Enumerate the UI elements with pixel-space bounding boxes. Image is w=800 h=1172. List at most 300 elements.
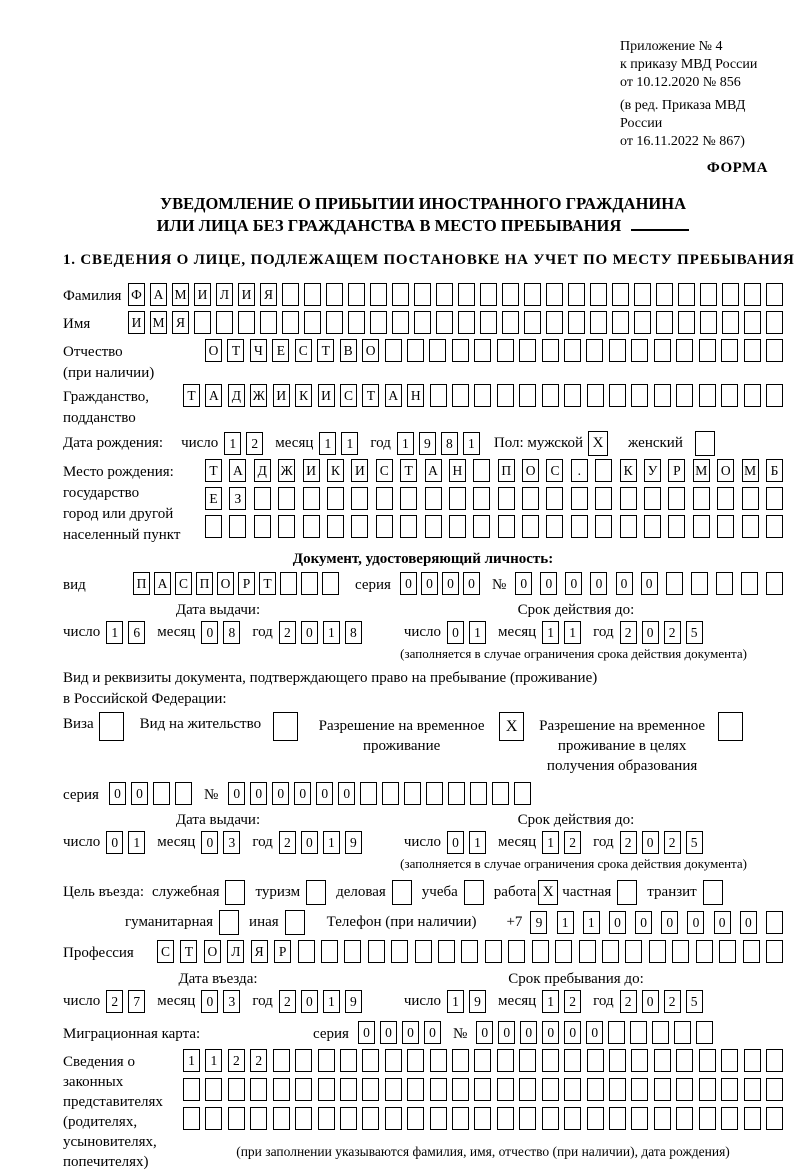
profession-cell[interactable] bbox=[625, 940, 642, 963]
birth-year-cell[interactable]: 1 bbox=[463, 432, 480, 455]
migration-series-cell[interactable]: 0 bbox=[380, 1021, 397, 1044]
permit-number-cell[interactable] bbox=[492, 782, 509, 805]
doc-number-cell[interactable]: 0 bbox=[616, 572, 633, 595]
patronymic-cell[interactable] bbox=[586, 339, 603, 362]
birthplace-row2-cell[interactable] bbox=[376, 487, 393, 510]
profession-cell[interactable] bbox=[555, 940, 572, 963]
passport-valid-year-cell[interactable]: 2 bbox=[620, 621, 637, 644]
doc-number-cell[interactable]: 0 bbox=[641, 572, 658, 595]
representatives-row1-cell[interactable] bbox=[564, 1049, 581, 1072]
representatives-row1-cell[interactable] bbox=[744, 1049, 761, 1072]
visa-cell[interactable] bbox=[99, 712, 124, 741]
surname-cell[interactable] bbox=[502, 283, 519, 306]
passport-valid-day-cell[interactable]: 1 bbox=[469, 621, 486, 644]
doc-type-cell[interactable]: О bbox=[217, 572, 234, 595]
representatives-row2-cell[interactable] bbox=[631, 1078, 648, 1101]
birthplace-row2-cell[interactable] bbox=[766, 487, 783, 510]
birthplace-row1-cell[interactable]: М bbox=[693, 459, 710, 482]
given-name-cell[interactable] bbox=[590, 311, 607, 334]
stay-day-cell[interactable]: 1 bbox=[447, 990, 464, 1013]
representatives-row1-cell[interactable] bbox=[340, 1049, 357, 1072]
profession-cell[interactable] bbox=[368, 940, 385, 963]
birthplace-row3-cell[interactable] bbox=[327, 515, 344, 538]
representatives-row3-cell[interactable] bbox=[318, 1107, 335, 1130]
citizenship-cell[interactable] bbox=[631, 384, 648, 407]
birthplace-row3-cell[interactable] bbox=[595, 515, 612, 538]
permit-number-cell[interactable]: 0 bbox=[338, 782, 355, 805]
profession-cell[interactable]: Т bbox=[180, 940, 197, 963]
migration-number-cell[interactable] bbox=[630, 1021, 647, 1044]
representatives-row2-cell[interactable] bbox=[273, 1078, 290, 1101]
birthplace-row2-cell[interactable] bbox=[254, 487, 271, 510]
representatives-row3-cell[interactable] bbox=[721, 1107, 738, 1130]
purpose-business-cell[interactable] bbox=[392, 880, 412, 905]
birthplace-row3-cell[interactable] bbox=[449, 515, 466, 538]
profession-cell[interactable] bbox=[344, 940, 361, 963]
given-name-cell[interactable]: И bbox=[128, 311, 145, 334]
representatives-row2-cell[interactable] bbox=[250, 1078, 267, 1101]
birthplace-row3-cell[interactable] bbox=[766, 515, 783, 538]
birth-year-cell[interactable]: 1 bbox=[397, 432, 414, 455]
representatives-row2-cell[interactable] bbox=[205, 1078, 222, 1101]
citizenship-cell[interactable] bbox=[519, 384, 536, 407]
patronymic-cell[interactable] bbox=[564, 339, 581, 362]
birthplace-row1-cell[interactable]: . bbox=[571, 459, 588, 482]
birthplace-row3-cell[interactable] bbox=[473, 515, 490, 538]
patronymic-cell[interactable] bbox=[429, 339, 446, 362]
residence-permit-cell[interactable] bbox=[273, 712, 298, 741]
representatives-row2-cell[interactable] bbox=[183, 1078, 200, 1101]
passport-valid-month-cell[interactable]: 1 bbox=[564, 621, 581, 644]
surname-cell[interactable] bbox=[436, 283, 453, 306]
profession-cell[interactable] bbox=[321, 940, 338, 963]
passport-issue-month-cell[interactable]: 0 bbox=[201, 621, 218, 644]
profession-cell[interactable] bbox=[579, 940, 596, 963]
surname-cell[interactable] bbox=[722, 283, 739, 306]
representatives-row2-cell[interactable] bbox=[519, 1078, 536, 1101]
birthplace-row1-cell[interactable]: К bbox=[327, 459, 344, 482]
given-name-cell[interactable] bbox=[458, 311, 475, 334]
citizenship-cell[interactable] bbox=[609, 384, 626, 407]
representatives-row3-cell[interactable] bbox=[362, 1107, 379, 1130]
phone-cell[interactable]: 0 bbox=[714, 911, 731, 934]
permit-issue-year-cell[interactable]: 9 bbox=[345, 831, 362, 854]
representatives-row2-cell[interactable] bbox=[318, 1078, 335, 1101]
representatives-row3-cell[interactable] bbox=[699, 1107, 716, 1130]
phone-cell[interactable]: 1 bbox=[557, 911, 574, 934]
profession-cell[interactable] bbox=[672, 940, 689, 963]
birthplace-row1-cell[interactable]: Т bbox=[400, 459, 417, 482]
birthplace-row1-cell[interactable]: Д bbox=[254, 459, 271, 482]
birthplace-row1-cell[interactable]: И bbox=[303, 459, 320, 482]
representatives-row3-cell[interactable] bbox=[183, 1107, 200, 1130]
migration-number-cell[interactable]: 0 bbox=[586, 1021, 603, 1044]
surname-cell[interactable]: И bbox=[238, 283, 255, 306]
profession-cell[interactable] bbox=[719, 940, 736, 963]
profession-cell[interactable] bbox=[649, 940, 666, 963]
citizenship-cell[interactable] bbox=[744, 384, 761, 407]
passport-valid-year-cell[interactable]: 2 bbox=[664, 621, 681, 644]
passport-issue-year-cell[interactable]: 0 bbox=[301, 621, 318, 644]
patronymic-cell[interactable] bbox=[497, 339, 514, 362]
birthplace-row2-cell[interactable] bbox=[400, 487, 417, 510]
passport-issue-month-cell[interactable]: 8 bbox=[223, 621, 240, 644]
given-name-cell[interactable] bbox=[238, 311, 255, 334]
doc-number-cell[interactable] bbox=[691, 572, 708, 595]
stay-year-cell[interactable]: 5 bbox=[686, 990, 703, 1013]
birthplace-row2-cell[interactable]: З bbox=[229, 487, 246, 510]
purpose-transit-cell[interactable] bbox=[703, 880, 723, 905]
permit-valid-month-cell[interactable]: 2 bbox=[564, 831, 581, 854]
representatives-row1-cell[interactable] bbox=[699, 1049, 716, 1072]
entry-year-cell[interactable]: 2 bbox=[279, 990, 296, 1013]
representatives-row3-cell[interactable] bbox=[273, 1107, 290, 1130]
birthplace-row1-cell[interactable]: Р bbox=[668, 459, 685, 482]
citizenship-cell[interactable]: И bbox=[318, 384, 335, 407]
representatives-row1-cell[interactable] bbox=[273, 1049, 290, 1072]
entry-year-cell[interactable]: 0 bbox=[301, 990, 318, 1013]
birthplace-row1-cell[interactable]: О bbox=[717, 459, 734, 482]
surname-cell[interactable] bbox=[546, 283, 563, 306]
migration-number-cell[interactable] bbox=[652, 1021, 669, 1044]
phone-cell[interactable]: 0 bbox=[687, 911, 704, 934]
title-blank[interactable] bbox=[631, 215, 689, 231]
doc-number-cell[interactable] bbox=[741, 572, 758, 595]
birthplace-row3-cell[interactable] bbox=[522, 515, 539, 538]
surname-cell[interactable] bbox=[612, 283, 629, 306]
birthplace-row3-cell[interactable] bbox=[742, 515, 759, 538]
birthplace-row3-cell[interactable] bbox=[205, 515, 222, 538]
birthplace-row2-cell[interactable]: Е bbox=[205, 487, 222, 510]
citizenship-cell[interactable] bbox=[766, 384, 783, 407]
representatives-row3-cell[interactable] bbox=[542, 1107, 559, 1130]
birth-month-cell[interactable]: 1 bbox=[341, 432, 358, 455]
stay-day-cell[interactable]: 9 bbox=[469, 990, 486, 1013]
birthplace-row1-cell[interactable]: К bbox=[620, 459, 637, 482]
given-name-cell[interactable] bbox=[282, 311, 299, 334]
doc-series-cell[interactable]: 0 bbox=[421, 572, 438, 595]
representatives-row2-cell[interactable] bbox=[609, 1078, 626, 1101]
doc-type-cell[interactable]: А bbox=[154, 572, 171, 595]
phone-cell[interactable]: 0 bbox=[609, 911, 626, 934]
birth-month-cell[interactable]: 1 bbox=[319, 432, 336, 455]
given-name-cell[interactable] bbox=[656, 311, 673, 334]
representatives-row3-cell[interactable] bbox=[452, 1107, 469, 1130]
birth-year-cell[interactable]: 9 bbox=[419, 432, 436, 455]
doc-type-cell[interactable]: П bbox=[196, 572, 213, 595]
citizenship-cell[interactable] bbox=[654, 384, 671, 407]
permit-issue-year-cell[interactable]: 1 bbox=[323, 831, 340, 854]
stay-year-cell[interactable]: 2 bbox=[620, 990, 637, 1013]
purpose-humanitarian-cell[interactable] bbox=[219, 910, 239, 935]
patronymic-cell[interactable] bbox=[609, 339, 626, 362]
representatives-row3-cell[interactable] bbox=[295, 1107, 312, 1130]
surname-cell[interactable] bbox=[458, 283, 475, 306]
profession-cell[interactable] bbox=[485, 940, 502, 963]
representatives-row3-cell[interactable] bbox=[497, 1107, 514, 1130]
permit-issue-month-cell[interactable]: 0 bbox=[201, 831, 218, 854]
temp-permit-cell[interactable]: X bbox=[499, 712, 524, 741]
given-name-cell[interactable] bbox=[678, 311, 695, 334]
citizenship-cell[interactable] bbox=[497, 384, 514, 407]
birthplace-row3-cell[interactable] bbox=[498, 515, 515, 538]
patronymic-cell[interactable]: Т bbox=[227, 339, 244, 362]
doc-type-cell[interactable]: С bbox=[175, 572, 192, 595]
citizenship-cell[interactable]: С bbox=[340, 384, 357, 407]
migration-number-cell[interactable] bbox=[674, 1021, 691, 1044]
representatives-row3-cell[interactable] bbox=[654, 1107, 671, 1130]
surname-cell[interactable] bbox=[348, 283, 365, 306]
purpose-tourism-cell[interactable] bbox=[306, 880, 326, 905]
representatives-row3-cell[interactable] bbox=[474, 1107, 491, 1130]
representatives-row1-cell[interactable] bbox=[676, 1049, 693, 1072]
permit-number-cell[interactable] bbox=[404, 782, 421, 805]
given-name-cell[interactable] bbox=[612, 311, 629, 334]
stay-year-cell[interactable]: 2 bbox=[664, 990, 681, 1013]
permit-valid-year-cell[interactable]: 2 bbox=[620, 831, 637, 854]
passport-valid-year-cell[interactable]: 0 bbox=[642, 621, 659, 644]
representatives-row1-cell[interactable] bbox=[609, 1049, 626, 1072]
citizenship-cell[interactable] bbox=[699, 384, 716, 407]
given-name-cell[interactable] bbox=[722, 311, 739, 334]
citizenship-cell[interactable] bbox=[430, 384, 447, 407]
permit-number-cell[interactable] bbox=[448, 782, 465, 805]
permit-number-cell[interactable]: 0 bbox=[228, 782, 245, 805]
surname-cell[interactable] bbox=[414, 283, 431, 306]
representatives-row1-cell[interactable] bbox=[295, 1049, 312, 1072]
entry-month-cell[interactable]: 3 bbox=[223, 990, 240, 1013]
birthplace-row2-cell[interactable] bbox=[742, 487, 759, 510]
sex-female-cell[interactable] bbox=[695, 431, 715, 456]
migration-number-cell[interactable]: 0 bbox=[498, 1021, 515, 1044]
doc-type-cell[interactable] bbox=[301, 572, 318, 595]
profession-cell[interactable]: Р bbox=[274, 940, 291, 963]
permit-valid-day-cell[interactable]: 1 bbox=[469, 831, 486, 854]
birthplace-row3-cell[interactable] bbox=[376, 515, 393, 538]
permit-issue-year-cell[interactable]: 0 bbox=[301, 831, 318, 854]
citizenship-cell[interactable]: Ж bbox=[250, 384, 267, 407]
representatives-row1-cell[interactable] bbox=[385, 1049, 402, 1072]
passport-issue-day-cell[interactable]: 1 bbox=[106, 621, 123, 644]
birth-year-cell[interactable]: 8 bbox=[441, 432, 458, 455]
birthplace-row3-cell[interactable] bbox=[620, 515, 637, 538]
representatives-row3-cell[interactable] bbox=[385, 1107, 402, 1130]
profession-cell[interactable] bbox=[766, 940, 783, 963]
citizenship-cell[interactable]: Т bbox=[362, 384, 379, 407]
surname-cell[interactable] bbox=[370, 283, 387, 306]
representatives-row3-cell[interactable] bbox=[250, 1107, 267, 1130]
given-name-cell[interactable] bbox=[744, 311, 761, 334]
given-name-cell[interactable] bbox=[326, 311, 343, 334]
surname-cell[interactable] bbox=[392, 283, 409, 306]
representatives-row3-cell[interactable] bbox=[205, 1107, 222, 1130]
migration-series-cell[interactable]: 0 bbox=[424, 1021, 441, 1044]
permit-valid-day-cell[interactable]: 0 bbox=[447, 831, 464, 854]
citizenship-cell[interactable] bbox=[474, 384, 491, 407]
birth-day-cell[interactable]: 2 bbox=[246, 432, 263, 455]
birthplace-row2-cell[interactable] bbox=[717, 487, 734, 510]
phone-cell[interactable]: 0 bbox=[661, 911, 678, 934]
doc-series-cell[interactable]: 0 bbox=[463, 572, 480, 595]
purpose-work-cell[interactable]: X bbox=[538, 880, 558, 905]
purpose-other-cell[interactable] bbox=[285, 910, 305, 935]
patronymic-cell[interactable] bbox=[474, 339, 491, 362]
patronymic-cell[interactable] bbox=[542, 339, 559, 362]
entry-day-cell[interactable]: 2 bbox=[106, 990, 123, 1013]
given-name-cell[interactable] bbox=[480, 311, 497, 334]
representatives-row3-cell[interactable] bbox=[744, 1107, 761, 1130]
representatives-row2-cell[interactable] bbox=[654, 1078, 671, 1101]
patronymic-cell[interactable]: Е bbox=[272, 339, 289, 362]
profession-cell[interactable]: Я bbox=[251, 940, 268, 963]
temp-edu-cell[interactable] bbox=[718, 712, 743, 741]
doc-number-cell[interactable]: 0 bbox=[540, 572, 557, 595]
profession-cell[interactable]: Л bbox=[227, 940, 244, 963]
birthplace-row1-cell[interactable]: Н bbox=[449, 459, 466, 482]
birthplace-row2-cell[interactable] bbox=[522, 487, 539, 510]
representatives-row1-cell[interactable] bbox=[362, 1049, 379, 1072]
doc-number-cell[interactable]: 0 bbox=[565, 572, 582, 595]
birthplace-row1-cell[interactable]: И bbox=[351, 459, 368, 482]
given-name-cell[interactable]: Я bbox=[172, 311, 189, 334]
representatives-row2-cell[interactable] bbox=[362, 1078, 379, 1101]
birthplace-row2-cell[interactable] bbox=[571, 487, 588, 510]
birthplace-row3-cell[interactable] bbox=[278, 515, 295, 538]
patronymic-cell[interactable]: С bbox=[295, 339, 312, 362]
permit-series-cell[interactable] bbox=[175, 782, 192, 805]
patronymic-cell[interactable]: В bbox=[340, 339, 357, 362]
citizenship-cell[interactable] bbox=[676, 384, 693, 407]
birthplace-row2-cell[interactable] bbox=[351, 487, 368, 510]
representatives-row1-cell[interactable] bbox=[766, 1049, 783, 1072]
purpose-official-cell[interactable] bbox=[225, 880, 245, 905]
stay-month-cell[interactable]: 2 bbox=[564, 990, 581, 1013]
surname-cell[interactable] bbox=[766, 283, 783, 306]
surname-cell[interactable] bbox=[678, 283, 695, 306]
passport-issue-year-cell[interactable]: 8 bbox=[345, 621, 362, 644]
birthplace-row3-cell[interactable] bbox=[254, 515, 271, 538]
citizenship-cell[interactable]: Н bbox=[407, 384, 424, 407]
citizenship-cell[interactable]: А bbox=[385, 384, 402, 407]
doc-number-cell[interactable] bbox=[766, 572, 783, 595]
representatives-row1-cell[interactable] bbox=[318, 1049, 335, 1072]
doc-number-cell[interactable] bbox=[666, 572, 683, 595]
representatives-row1-cell[interactable] bbox=[452, 1049, 469, 1072]
given-name-cell[interactable] bbox=[216, 311, 233, 334]
entry-month-cell[interactable]: 0 bbox=[201, 990, 218, 1013]
doc-number-cell[interactable]: 0 bbox=[590, 572, 607, 595]
patronymic-cell[interactable] bbox=[654, 339, 671, 362]
migration-number-cell[interactable]: 0 bbox=[520, 1021, 537, 1044]
representatives-row2-cell[interactable] bbox=[587, 1078, 604, 1101]
representatives-row3-cell[interactable] bbox=[766, 1107, 783, 1130]
representatives-row3-cell[interactable] bbox=[631, 1107, 648, 1130]
surname-cell[interactable] bbox=[568, 283, 585, 306]
stay-year-cell[interactable]: 0 bbox=[642, 990, 659, 1013]
given-name-cell[interactable] bbox=[370, 311, 387, 334]
representatives-row3-cell[interactable] bbox=[609, 1107, 626, 1130]
representatives-row3-cell[interactable] bbox=[564, 1107, 581, 1130]
birthplace-row2-cell[interactable] bbox=[278, 487, 295, 510]
sex-male-cell[interactable]: X bbox=[588, 431, 608, 456]
migration-number-cell[interactable]: 0 bbox=[564, 1021, 581, 1044]
doc-type-cell[interactable]: Р bbox=[238, 572, 255, 595]
citizenship-cell[interactable]: А bbox=[205, 384, 222, 407]
given-name-cell[interactable] bbox=[260, 311, 277, 334]
representatives-row3-cell[interactable] bbox=[228, 1107, 245, 1130]
passport-issue-year-cell[interactable]: 1 bbox=[323, 621, 340, 644]
surname-cell[interactable] bbox=[590, 283, 607, 306]
birthplace-row3-cell[interactable] bbox=[668, 515, 685, 538]
representatives-row2-cell[interactable] bbox=[721, 1078, 738, 1101]
profession-cell[interactable] bbox=[298, 940, 315, 963]
migration-number-cell[interactable] bbox=[608, 1021, 625, 1044]
citizenship-cell[interactable] bbox=[452, 384, 469, 407]
given-name-cell[interactable] bbox=[524, 311, 541, 334]
surname-cell[interactable] bbox=[304, 283, 321, 306]
phone-cell[interactable]: 9 bbox=[530, 911, 547, 934]
birthplace-row2-cell[interactable] bbox=[425, 487, 442, 510]
representatives-row2-cell[interactable] bbox=[542, 1078, 559, 1101]
patronymic-cell[interactable] bbox=[452, 339, 469, 362]
birthplace-row3-cell[interactable] bbox=[693, 515, 710, 538]
permit-number-cell[interactable]: 0 bbox=[294, 782, 311, 805]
representatives-row3-cell[interactable] bbox=[587, 1107, 604, 1130]
representatives-row1-cell[interactable] bbox=[497, 1049, 514, 1072]
representatives-row1-cell[interactable] bbox=[631, 1049, 648, 1072]
doc-number-cell[interactable] bbox=[716, 572, 733, 595]
surname-cell[interactable] bbox=[744, 283, 761, 306]
profession-cell[interactable] bbox=[438, 940, 455, 963]
passport-issue-day-cell[interactable]: 6 bbox=[128, 621, 145, 644]
patronymic-cell[interactable]: О bbox=[205, 339, 222, 362]
birth-day-cell[interactable]: 1 bbox=[224, 432, 241, 455]
birthplace-row1-cell[interactable]: А bbox=[425, 459, 442, 482]
birthplace-row2-cell[interactable] bbox=[546, 487, 563, 510]
birthplace-row1-cell[interactable] bbox=[595, 459, 612, 482]
surname-cell[interactable] bbox=[700, 283, 717, 306]
profession-cell[interactable] bbox=[415, 940, 432, 963]
birthplace-row2-cell[interactable] bbox=[498, 487, 515, 510]
representatives-row1-cell[interactable]: 2 bbox=[250, 1049, 267, 1072]
birthplace-row1-cell[interactable]: Б bbox=[766, 459, 783, 482]
birthplace-row1-cell[interactable]: У bbox=[644, 459, 661, 482]
permit-series-cell[interactable]: 0 bbox=[109, 782, 126, 805]
doc-type-cell[interactable] bbox=[322, 572, 339, 595]
representatives-row3-cell[interactable] bbox=[407, 1107, 424, 1130]
birthplace-row3-cell[interactable] bbox=[303, 515, 320, 538]
doc-type-cell[interactable] bbox=[280, 572, 297, 595]
birthplace-row2-cell[interactable] bbox=[327, 487, 344, 510]
representatives-row3-cell[interactable] bbox=[430, 1107, 447, 1130]
birthplace-row2-cell[interactable] bbox=[473, 487, 490, 510]
representatives-row1-cell[interactable] bbox=[474, 1049, 491, 1072]
phone-cell[interactable] bbox=[766, 911, 783, 934]
representatives-row2-cell[interactable] bbox=[766, 1078, 783, 1101]
representatives-row1-cell[interactable] bbox=[542, 1049, 559, 1072]
representatives-row2-cell[interactable] bbox=[474, 1078, 491, 1101]
given-name-cell[interactable] bbox=[766, 311, 783, 334]
permit-number-cell[interactable]: 0 bbox=[316, 782, 333, 805]
birthplace-row2-cell[interactable] bbox=[595, 487, 612, 510]
given-name-cell[interactable] bbox=[348, 311, 365, 334]
citizenship-cell[interactable] bbox=[542, 384, 559, 407]
permit-number-cell[interactable]: 0 bbox=[250, 782, 267, 805]
birthplace-row2-cell[interactable] bbox=[693, 487, 710, 510]
passport-valid-month-cell[interactable]: 1 bbox=[542, 621, 559, 644]
patronymic-cell[interactable] bbox=[631, 339, 648, 362]
profession-cell[interactable] bbox=[508, 940, 525, 963]
